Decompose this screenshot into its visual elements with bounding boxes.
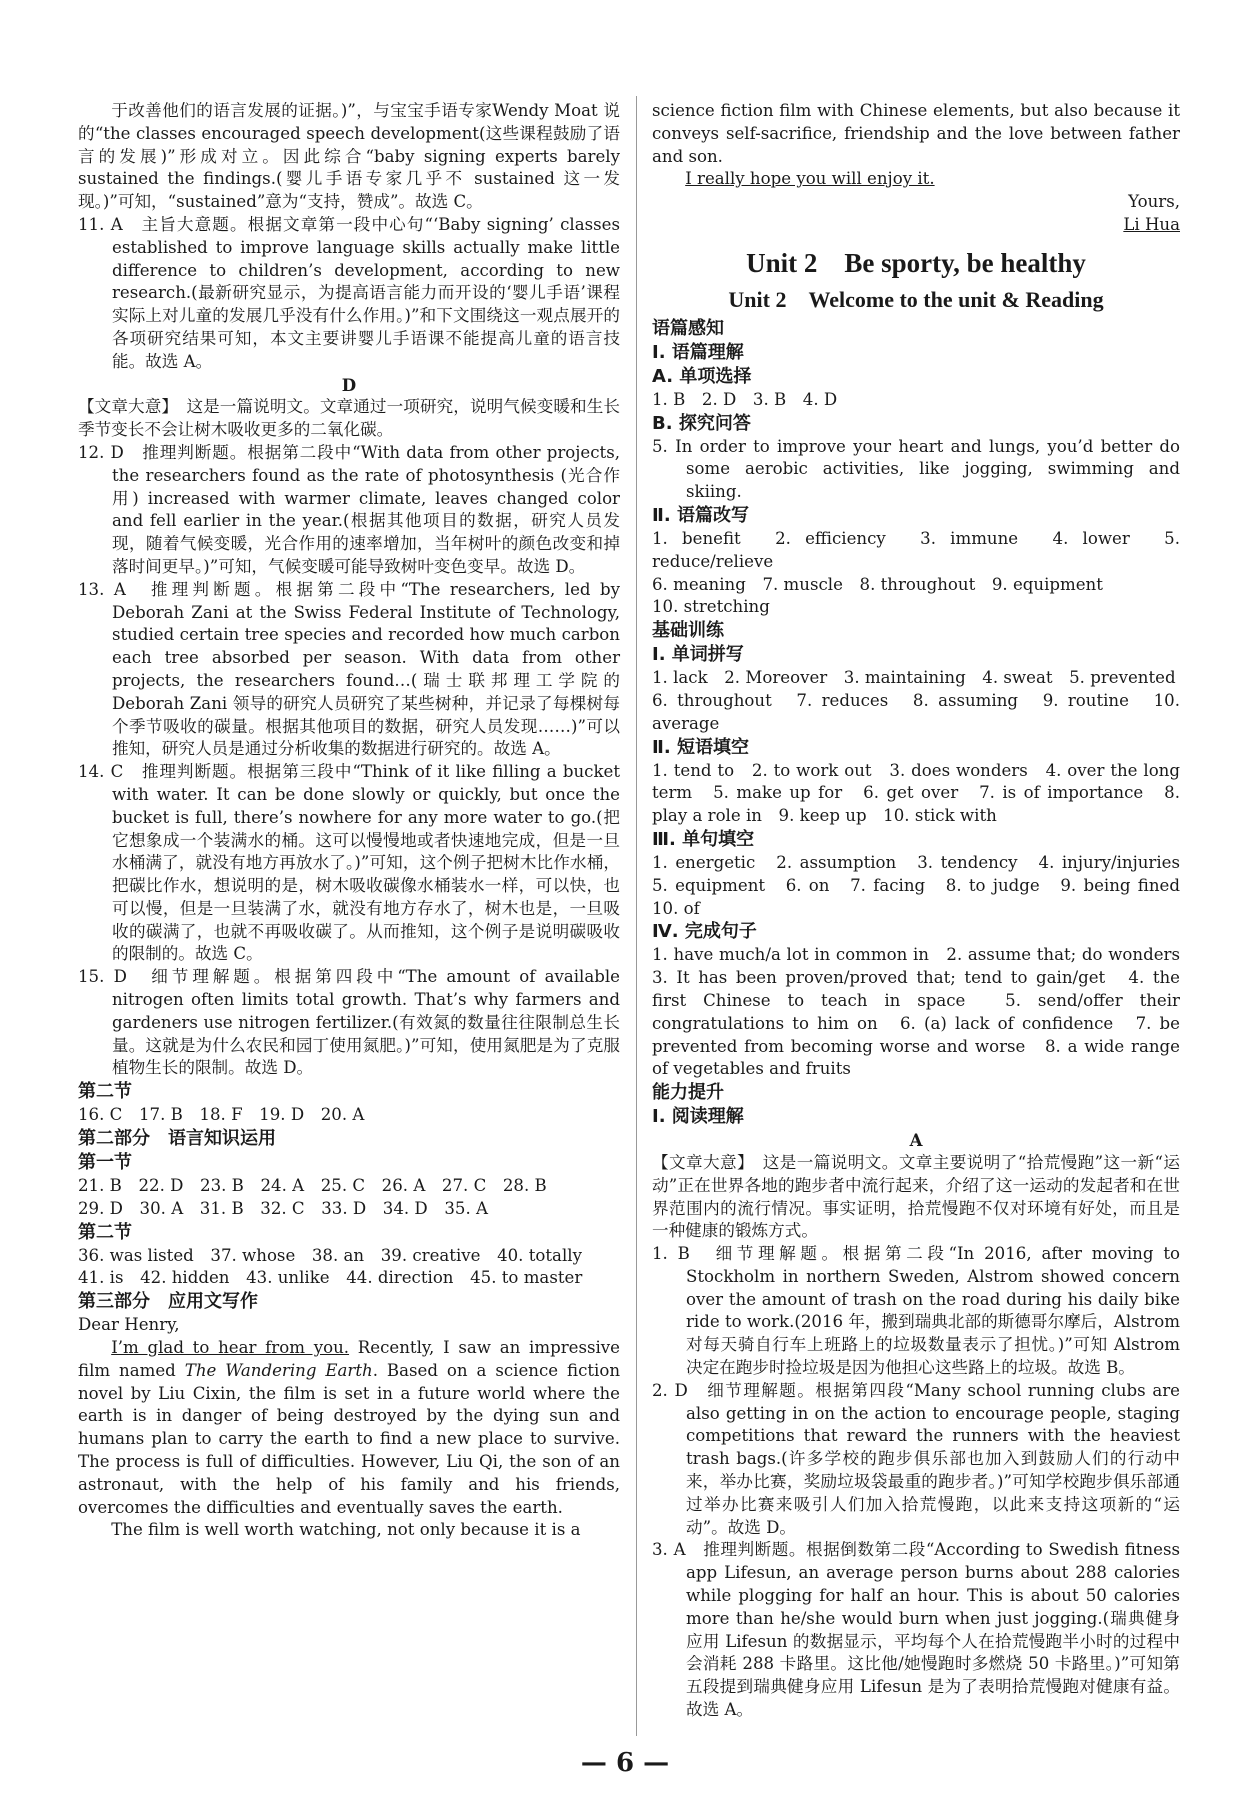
letter-opening-sentence: I’m glad to hear from you. [111, 1338, 350, 1358]
spelling-answers-2: 6. throughout 7. reduces 8. assuming 9. routine 10. average [652, 690, 1180, 733]
reading-answer-3: 3. A 推理判断题。根据倒数第二段“According to Swedish fitness app Lifesun, an average person burns about 288 calories while plogging for half an hour. This is about 50 calories more than he/she would burn when just jogging.(瑞典健身应用 Lifesun 的数据显示，平均每个人在拾荒慢跑半小时的过程中会消耗 288 卡路里。这比他/她慢跑时多燃烧 50 卡路里。)”可知第五段提到瑞典健身应用 Lifesun 是为了表明拾荒慢跑对健康有益。故选 A。 [652, 1540, 1180, 1720]
heading-complete-sentences: Ⅳ. 完成句子 [652, 921, 757, 943]
heading-yupian-lijie: Ⅰ. 语篇理解 [652, 341, 744, 363]
left-column [78, 100, 620, 1542]
passage-d-summary: 【文章大意】 这是一篇说明文。文章通过一项研究，说明气候变暖和生长季节变长不会让树木吸收更多的二氧化碳。 [78, 397, 620, 440]
section-2-answers: 16. C 17. B 18. F 19. D 20. A [78, 1105, 365, 1125]
heading-phrases: Ⅱ. 短语填空 [652, 736, 749, 758]
answer-14: 14. C 推理判断题。根据第三段中“Think of it like filling a bucket with water. It can be done slowly or quickly, but once the bucket is full, there’s nowhere for any more water to go.(把它想象成一个装满水的桶。这可以慢慢地或者快速地完成，但是一旦水桶满了，就没有地方再放水了。)”可知，这个例子把树木比作水桶，把碳比作水，想说明的是，树木吸收碳像水桶装水一样，可以快，也可以慢，但是一旦装满了水，就没有地方存水了，树木也是，一旦吸收的碳满了，也就不再吸收碳了。从而推知，这个例子是说明碳吸收的限制的。故选 C。 [78, 762, 620, 964]
right-column [652, 100, 1197, 1722]
part-2-section-1-heading: 第一节 [78, 1152, 132, 1174]
answer-10-continued: 于改善他们的语言发展的证据。)”，与宝宝手语专家Wendy Moat 说的“the classes encouraged speech development(这些课程鼓励了语言的发展)”形成对立。因此综合“baby signing experts barely sustained the findings.(婴儿手语专家几乎不 sustained 这一发现。)”可知，“sustained”意为“支持，赞成”。故选 C。 [78, 101, 620, 212]
rewrite-answers-2: 6. meaning 7. muscle 8. throughout 9. equipment [652, 574, 1103, 594]
heading-rewrite: Ⅱ. 语篇改写 [652, 504, 749, 526]
reading-answer-1: 1. B 细节理解题。根据第二段“In 2016, after moving to Stockholm in northern Sweden, Alstrom showed concern over the amount of trash on the road during his daily bike ride to work.(2016 年，搬到瑞典北部的斯德哥尔摩后，Alstrom 对每天骑自行车上班路上的垃圾数量表示了担忧。)”可知 Alstrom 决定在跑步时捡垃圾是因为他担心这些路上的垃圾。故选 B。 [652, 1244, 1180, 1378]
letter-paragraph-2: The film is well worth watching, not only because it is a [111, 1520, 581, 1540]
part-2-heading: 第二部分 语言知识运用 [78, 1128, 276, 1150]
heading-reading: Ⅰ. 阅读理解 [652, 1106, 744, 1128]
letter-paragraph-1 [78, 1337, 620, 1519]
part-2-answers-row-4: 41. is 42. hidden 43. unlike 44. direction 45. to master [78, 1268, 583, 1288]
answer-12: 12. D 推理判断题。根据第二段中“With data from other projects, the researchers found as the rate of photosynthesis (光合作用) increased with warmer climate, leaves changed color and fell earlier in the year.(根据其他项目的数据，研究人员发现，随着气候变暖，光合作用的速率增加，当年树叶的颜色改变和掉落时间更早。)”可知，气候变暖可能导致树叶变色变早。故选 D。 [78, 442, 620, 576]
passage-a-summary: 【文章大意】 这是一篇说明文。文章主要说明了“拾荒慢跑”这一新“运动”正在世界各地的跑步者中流行起来，介绍了这一运动的发起者和在世界范围内的流行情况。事实证明，拾荒慢跑不仅对环境有好处，而且是一种健康的锻炼方式。 [652, 1152, 1180, 1241]
unit-title: Unit 2 Be sporty, be healthy [746, 247, 1086, 278]
heading-single-choice: A. 单项选择 [652, 365, 752, 387]
section-2-heading: 第二节 [78, 1081, 132, 1103]
passage-d-heading: D [341, 374, 357, 395]
answer-15: 15. D 细节理解题。根据第四段中“The amount of available nitrogen often limits total growth. That’s why farmers and gardeners use nitrogen fertilizer.(有效氮的数量往往限制总生长量。这就是为什么农民和园丁使用氮肥。)”可知，使用氮肥是为了克服植物生长的限制。故选 D。 [78, 967, 620, 1078]
part-2-answers-row-2: 29. D 30. A 31. B 32. C 33. D 34. D 35. A [78, 1198, 488, 1218]
letter-sign-off: Yours, [1128, 192, 1180, 212]
letter-closing-text: I really hope you will enjoy it. [685, 169, 935, 189]
heading-basic-training: 基础训练 [652, 620, 724, 642]
letter-continued: science fiction film with Chinese elements, but also because it conveys self-sacrifice, friendship and the love between father and son. [652, 101, 1180, 166]
letter-text: Recently, I saw an impressive film named [78, 1338, 621, 1380]
letter-closing [652, 168, 1180, 191]
inquiry-answer: 5. In order to improve your heart and lungs, you’d better do some aerobic activities, like jogging, swimming and skiing. [652, 436, 1180, 502]
heading-inquiry: B. 探究问答 [652, 412, 751, 434]
letter-salutation: Dear Henry, [78, 1315, 180, 1335]
heading-sentence-fill: Ⅲ. 单句填空 [652, 828, 755, 850]
part-2-answers-row-1: 21. B 22. D 23. B 24. A 25. C 26. A 27. C 28. B [78, 1176, 547, 1196]
spelling-answers-1: 1. lack 2. Moreover 3. maintaining 4. sweat 5. prevented [652, 668, 1176, 688]
answer-13: 13. A 推理判断题。根据第二段中“The researchers, led by Deborah Zani at the Swiss Federal Institute of Technology, studied certain tree species and recorded how much carbon each tree absorbed per season. With data from other projects, the researchers found…(瑞士联邦理工学院的 Deborah Zani 领导的研究人员研究了某些树种，并记录了每棵树每个季节吸收的碳量。根据其他项目的数据，研究人员发现……)”可以推知，研究人员是通过分析收集的数据进行研究的。故选 A。 [78, 579, 620, 759]
film-title: The Wandering Earth [184, 1360, 373, 1380]
column-divider [636, 96, 637, 1736]
reading-answer-2: 2. D 细节理解题。根据第四段“Many school running clubs are also getting in on the action to encourage people, staging competitions that reward the runners with the heaviest trash bags.(许多学校的跑步俱乐部也加入到鼓励人们的行动中来，举办比赛，奖励垃圾袋最重的跑步者。)”可知学校跑步俱乐部通过举办比赛来吸引人们加入拾荒慢跑，以此来支持这项新的“运动”。故选 D。 [652, 1380, 1180, 1537]
heading-ability: 能力提升 [652, 1082, 724, 1104]
page-number: — 6 — [580, 1748, 670, 1778]
rewrite-answers-3: 10. stretching [652, 597, 770, 617]
letter-signature [652, 214, 1180, 237]
heading-spelling: Ⅰ. 单词拼写 [652, 644, 744, 666]
phrase-answers: 1. tend to 2. to work out 3. does wonders 4. over the long term 5. make up for 6. get over 7. is of importance 8. play a role in 9. keep up 10. stick with [652, 760, 1180, 826]
signature-name: Li Hua [1123, 214, 1180, 234]
unit-subtitle: Unit 2 Welcome to the unit & Reading [728, 286, 1104, 312]
sentence-fill-answers: 1. energetic 2. assumption 3. tendency 4. injury/injuries 5. equipment 6. on 7. facing 8. to judge 9. being fined 10. of [652, 852, 1197, 918]
passage-a-heading: A [909, 1130, 923, 1151]
heading-yupian: 语篇感知 [652, 317, 724, 339]
answer-11: 11. A 主旨大意题。根据文章第一段中心句“‘Baby signing’ classes established to improve language skills actually make little difference to children’s development, according to new research.(最新研究显示，为提高语言能力而开设的‘婴儿手语’课程实际上对儿童的发展几乎没有什么作用。)”和下文围绕这一观点展开的各项研究结果可知，本文主要讲婴儿手语课不能提高儿童的语言技能。故选 A。 [78, 214, 620, 371]
letter-text: . Based on a science fiction novel by Liu Cixin, the film is set in a future world where the earth is in danger of being destroyed by the dying sun and humans plan to carry the earth to find a new place to survive. The process is full of difficulties. However, Liu Qi, the son of an astronaut, with the help of his family and his friends, overcomes the difficulties and eventually saves the earth. [78, 1360, 621, 1517]
single-choice-answers: 1. B 2. D 3. B 4. D [652, 389, 838, 409]
complete-sentence-answers: 1. have much/a lot in common in 2. assume that; do wonders 3. It has been proven/proved that; tend to gain/get 4. the first Chinese to teach in space 5. send/offer their congratulations to him on 6. (a) lack of confidence 7. be prevented from becoming worse and worse 8. a wide range of vegetables and fruits [652, 945, 1197, 1079]
part-3-heading: 第三部分 应用文写作 [78, 1291, 258, 1313]
rewrite-answers-1: 1. benefit 2. efficiency 3. immune 4. lower 5. reduce/relieve [652, 528, 1180, 571]
part-2-section-2-heading: 第二节 [78, 1221, 132, 1243]
part-2-answers-row-3: 36. was listed 37. whose 38. an 39. creative 40. totally [78, 1245, 582, 1265]
